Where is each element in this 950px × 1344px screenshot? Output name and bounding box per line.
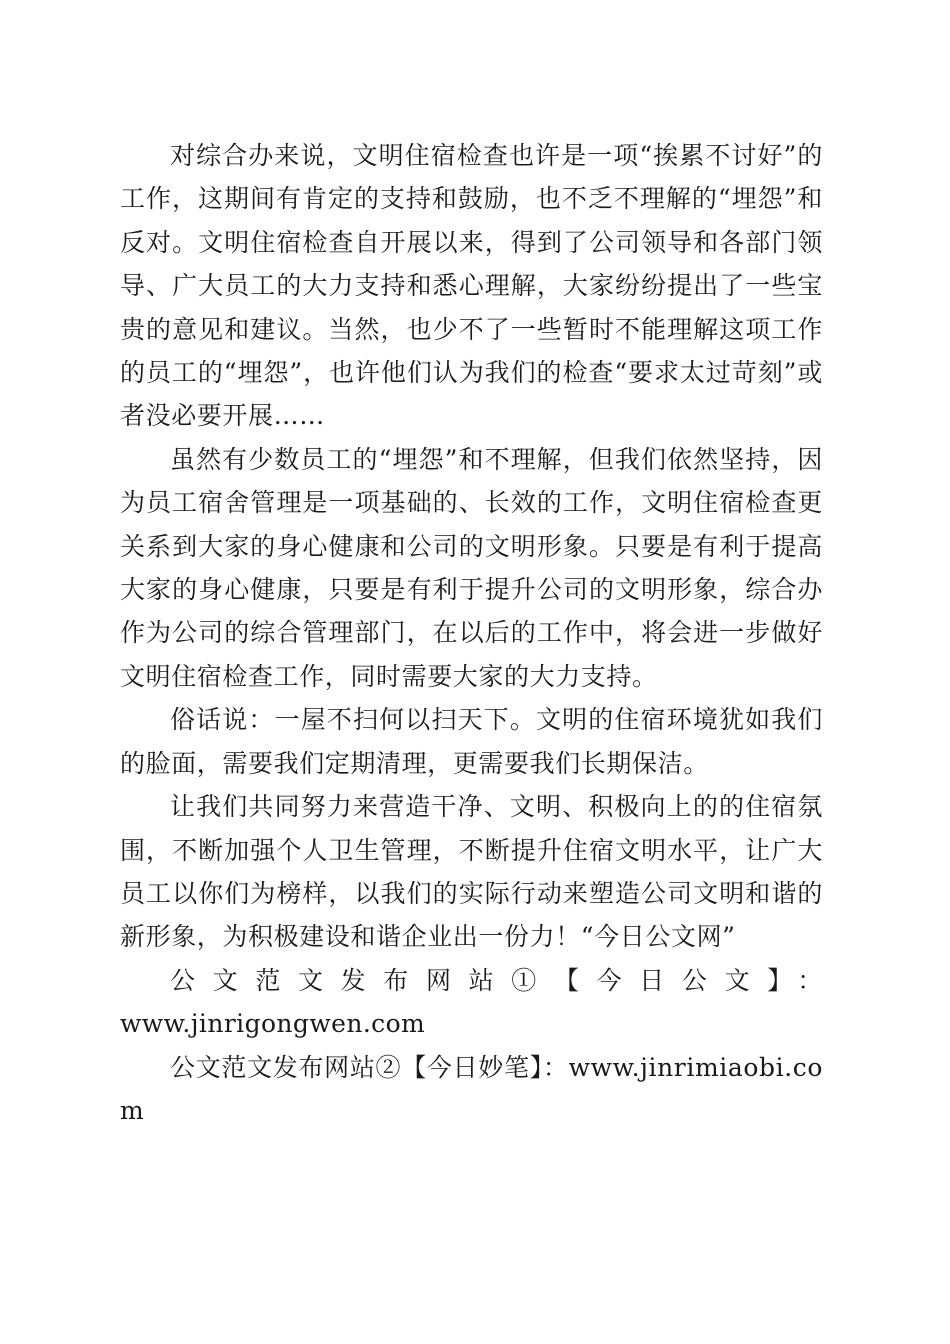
site-1-label: 公文范文发布网站①【今日公文】： bbox=[170, 965, 823, 995]
paragraph-4: 让我们共同努力来营造干净、文明、积极向上的的住宿氛围，不断加强个人卫生管理，不断提升住宿文明水平，让广大员工以你们为榜样，以我们的实际行动来塑造公司文明和谐的新形象，为积极建设和谐企业出一份力！“今日公文网” bbox=[120, 792, 823, 952]
site-2-line: 公文范文发布网站②【今日妙笔】：www.jinrimiaobi.com bbox=[120, 1052, 823, 1125]
paragraph-3: 俗话说：一屋不扫何以扫天下。文明的住宿环境犹如我们的脸面，需要我们定期清理，更需要我们长期保洁。 bbox=[120, 705, 823, 778]
document-body bbox=[120, 134, 823, 1132]
paragraph-2: 虽然有少数员工的“埋怨”和不理解，但我们依然坚持，因为员工宿舍管理是一项基础的、长效的工作，文明住宿检查更关系到大家的身心健康和公司的文明形象。只要是有利于提高大家的身心健康，只要是有利于提升公司的文明形象，综合办作为公司的综合管理部门，在以后的工作中，将会进一步做好文明住宿检查工作，同时需要大家的大力支持。 bbox=[120, 444, 823, 691]
paragraph-1: 对综合办来说，文明住宿检查也许是一项“挨累不讨好”的工作，这期间有肯定的支持和鼓励，也不乏不理解的“埋怨”和反对。文明住宿检查自开展以来，得到了公司领导和各部门领导、广大员工的大力支持和悉心理解，大家纷纷提出了一些宝贵的意见和建议。当然，也少不了一些暂时不能理解这项工作的员工的“埋怨”，也许他们认为我们的检查“要求太过苛刻”或者没必要开展…… bbox=[120, 141, 823, 431]
site-1-url: www.jinrigongwen.com bbox=[120, 1009, 426, 1039]
